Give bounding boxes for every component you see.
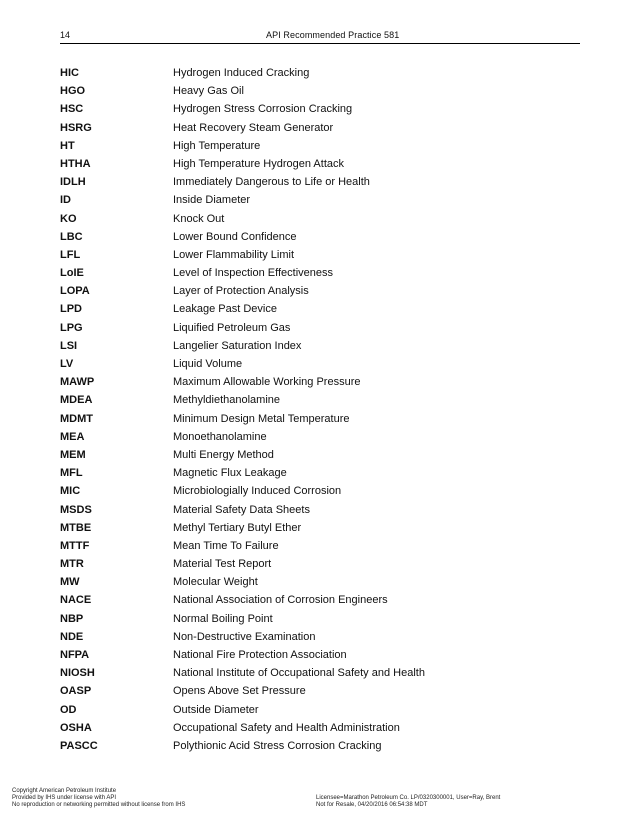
list-item [60,228,580,246]
abbreviation: OSHA [60,721,92,734]
license-footer [316,795,500,809]
list-item [60,628,580,646]
list-item [60,555,580,573]
abbreviation: MFL [60,467,83,480]
definition: Leakage Past Device [173,303,277,316]
list-item [60,119,580,137]
list-item [60,701,580,719]
list-item [60,282,580,300]
abbreviation: LFL [60,248,81,261]
definition: Normal Boiling Point [173,612,273,625]
definition: Hydrogen Induced Cracking [173,67,310,79]
list-item [60,501,580,519]
definition: Non-Destructive Examination [173,630,316,643]
list-item [60,246,580,264]
list-item [60,155,580,173]
definition: Occupational Safety and Health Administration [173,721,400,734]
footer-line: Provided by IHS under license with API [12,795,117,802]
copyright-footer [12,788,185,810]
abbreviation: OASP [60,685,92,698]
abbreviation: NFPA [60,649,90,661]
definition: Methyldiethanolamine [173,394,281,407]
definition: Opens Above Set Pressure [173,685,306,698]
abbreviation: ID [60,194,71,207]
list-item [60,573,580,591]
abbreviation: MAWP [60,376,95,389]
definition: Polythionic Acid Stress Corrosion Cracking [173,739,382,752]
definition: Monoethanolamine [173,430,267,443]
footer-line: Licensee=Marathon Petroleum Co. LP/0320300001, User=Ray, Brent [316,795,501,801]
list-item [60,610,580,628]
list-item [60,519,580,537]
definition: High Temperature [173,139,261,152]
definition: Lower Bound Confidence [173,230,297,243]
list-item [60,428,580,446]
definition: Immediately Dangerous to Life or Health [173,176,370,189]
list-item [60,464,580,482]
footer-line: No reproduction or networking permitted without license from IHS [12,802,186,809]
list-item [60,664,580,682]
list-item [60,173,580,191]
abbreviation: IDLH [60,176,86,189]
abbreviation: MTR [60,558,84,571]
list-item [60,300,580,318]
abbreviation: HTHA [60,157,91,170]
definition: Heat Recovery Steam Generator [173,121,334,134]
definition: Lower Flammability Limit [173,248,295,261]
definition: Outside Diameter [173,703,259,716]
list-item [60,64,580,82]
abbreviation: LoIE [60,267,84,280]
list-item [60,337,580,355]
definition: Material Safety Data Sheets [173,503,310,516]
abbreviation: NACE [60,594,92,607]
page-header [60,30,580,44]
definition: Maximum Allowable Working Pressure [173,376,361,389]
definition: Inside Diameter [173,194,251,207]
abbreviation: MIC [60,485,81,498]
running-title: API Recommended Practice 581 [266,30,400,40]
definition: Liquified Petroleum Gas [173,321,291,334]
abbreviation: MTBE [60,521,92,534]
abbreviation: MEA [60,430,85,443]
definition: National Association of Corrosion Engineers [173,594,388,607]
list-item [60,719,580,737]
abbreviation: NIOSH [60,667,95,680]
list-item [60,137,580,155]
abbreviation: MDEA [60,394,93,407]
definition: Minimum Design Metal Temperature [173,412,350,425]
footer-line: Copyright American Petroleum Institute [12,788,117,794]
abbreviation: LPG [60,321,83,334]
definition: High Temperature Hydrogen Attack [173,157,344,170]
footer-line: Not for Resale, 04/20/2016 06:54:38 MDT [316,802,428,809]
abbreviation: KO [60,212,77,225]
abbreviation: NDE [60,630,84,643]
list-item [60,537,580,555]
definition: Hydrogen Stress Corrosion Cracking [173,103,353,116]
definition: Langelier Saturation Index [173,339,302,352]
abbreviation: HT [60,139,75,152]
abbreviation: LV [60,358,74,370]
list-item [60,264,580,282]
list-item [60,446,580,464]
definition: Level of Inspection Effectiveness [173,267,334,280]
definition: Molecular Weight [173,576,258,589]
list-item [60,191,580,209]
abbreviation: HGO [60,85,86,98]
abbreviation: LSI [60,339,78,352]
list-item [60,319,580,337]
abbreviation: HSC [60,103,84,116]
abbreviation: MW [60,576,80,589]
definition: Layer of Protection Analysis [173,285,309,298]
definition: Multi Energy Method [173,448,274,461]
list-item [60,210,580,228]
abbreviation: NBP [60,612,84,625]
list-item [60,391,580,409]
abbreviation: OD [60,703,77,716]
list-item [60,410,580,428]
definition: National Fire Protection Association [173,649,347,661]
definition: Methyl Tertiary Butyl Ether [173,521,302,534]
list-item [60,355,580,373]
list-item [60,82,580,100]
list-item [60,482,580,500]
list-item [60,100,580,118]
list-item [60,682,580,700]
abbreviation: HSRG [60,121,92,134]
abbreviation-list [60,64,580,755]
abbreviation: MTTF [60,539,90,552]
abbreviation: LPD [60,303,82,316]
abbreviation: MSDS [60,503,92,516]
abbreviation: LBC [60,230,83,243]
abbreviation: MEM [60,448,86,461]
definition: Heavy Gas Oil [173,85,244,98]
list-item [60,373,580,391]
definition: National Institute of Occupational Safety and Health [173,667,425,680]
definition: Liquid Volume [173,358,243,370]
abbreviation: HIC [60,67,79,79]
definition: Material Test Report [173,558,272,571]
abbreviation: LOPA [60,285,90,298]
list-item [60,591,580,609]
list-item [60,646,580,664]
definition: Microbiologially Induced Corrosion [173,485,342,498]
definition: Magnetic Flux Leakage [173,467,287,480]
abbreviation: MDMT [60,412,93,425]
abbreviation: PASCC [60,739,98,752]
list-item [60,737,580,755]
definition: Mean Time To Failure [173,539,279,552]
definition: Knock Out [173,212,225,225]
page-number: 14 [60,30,71,40]
